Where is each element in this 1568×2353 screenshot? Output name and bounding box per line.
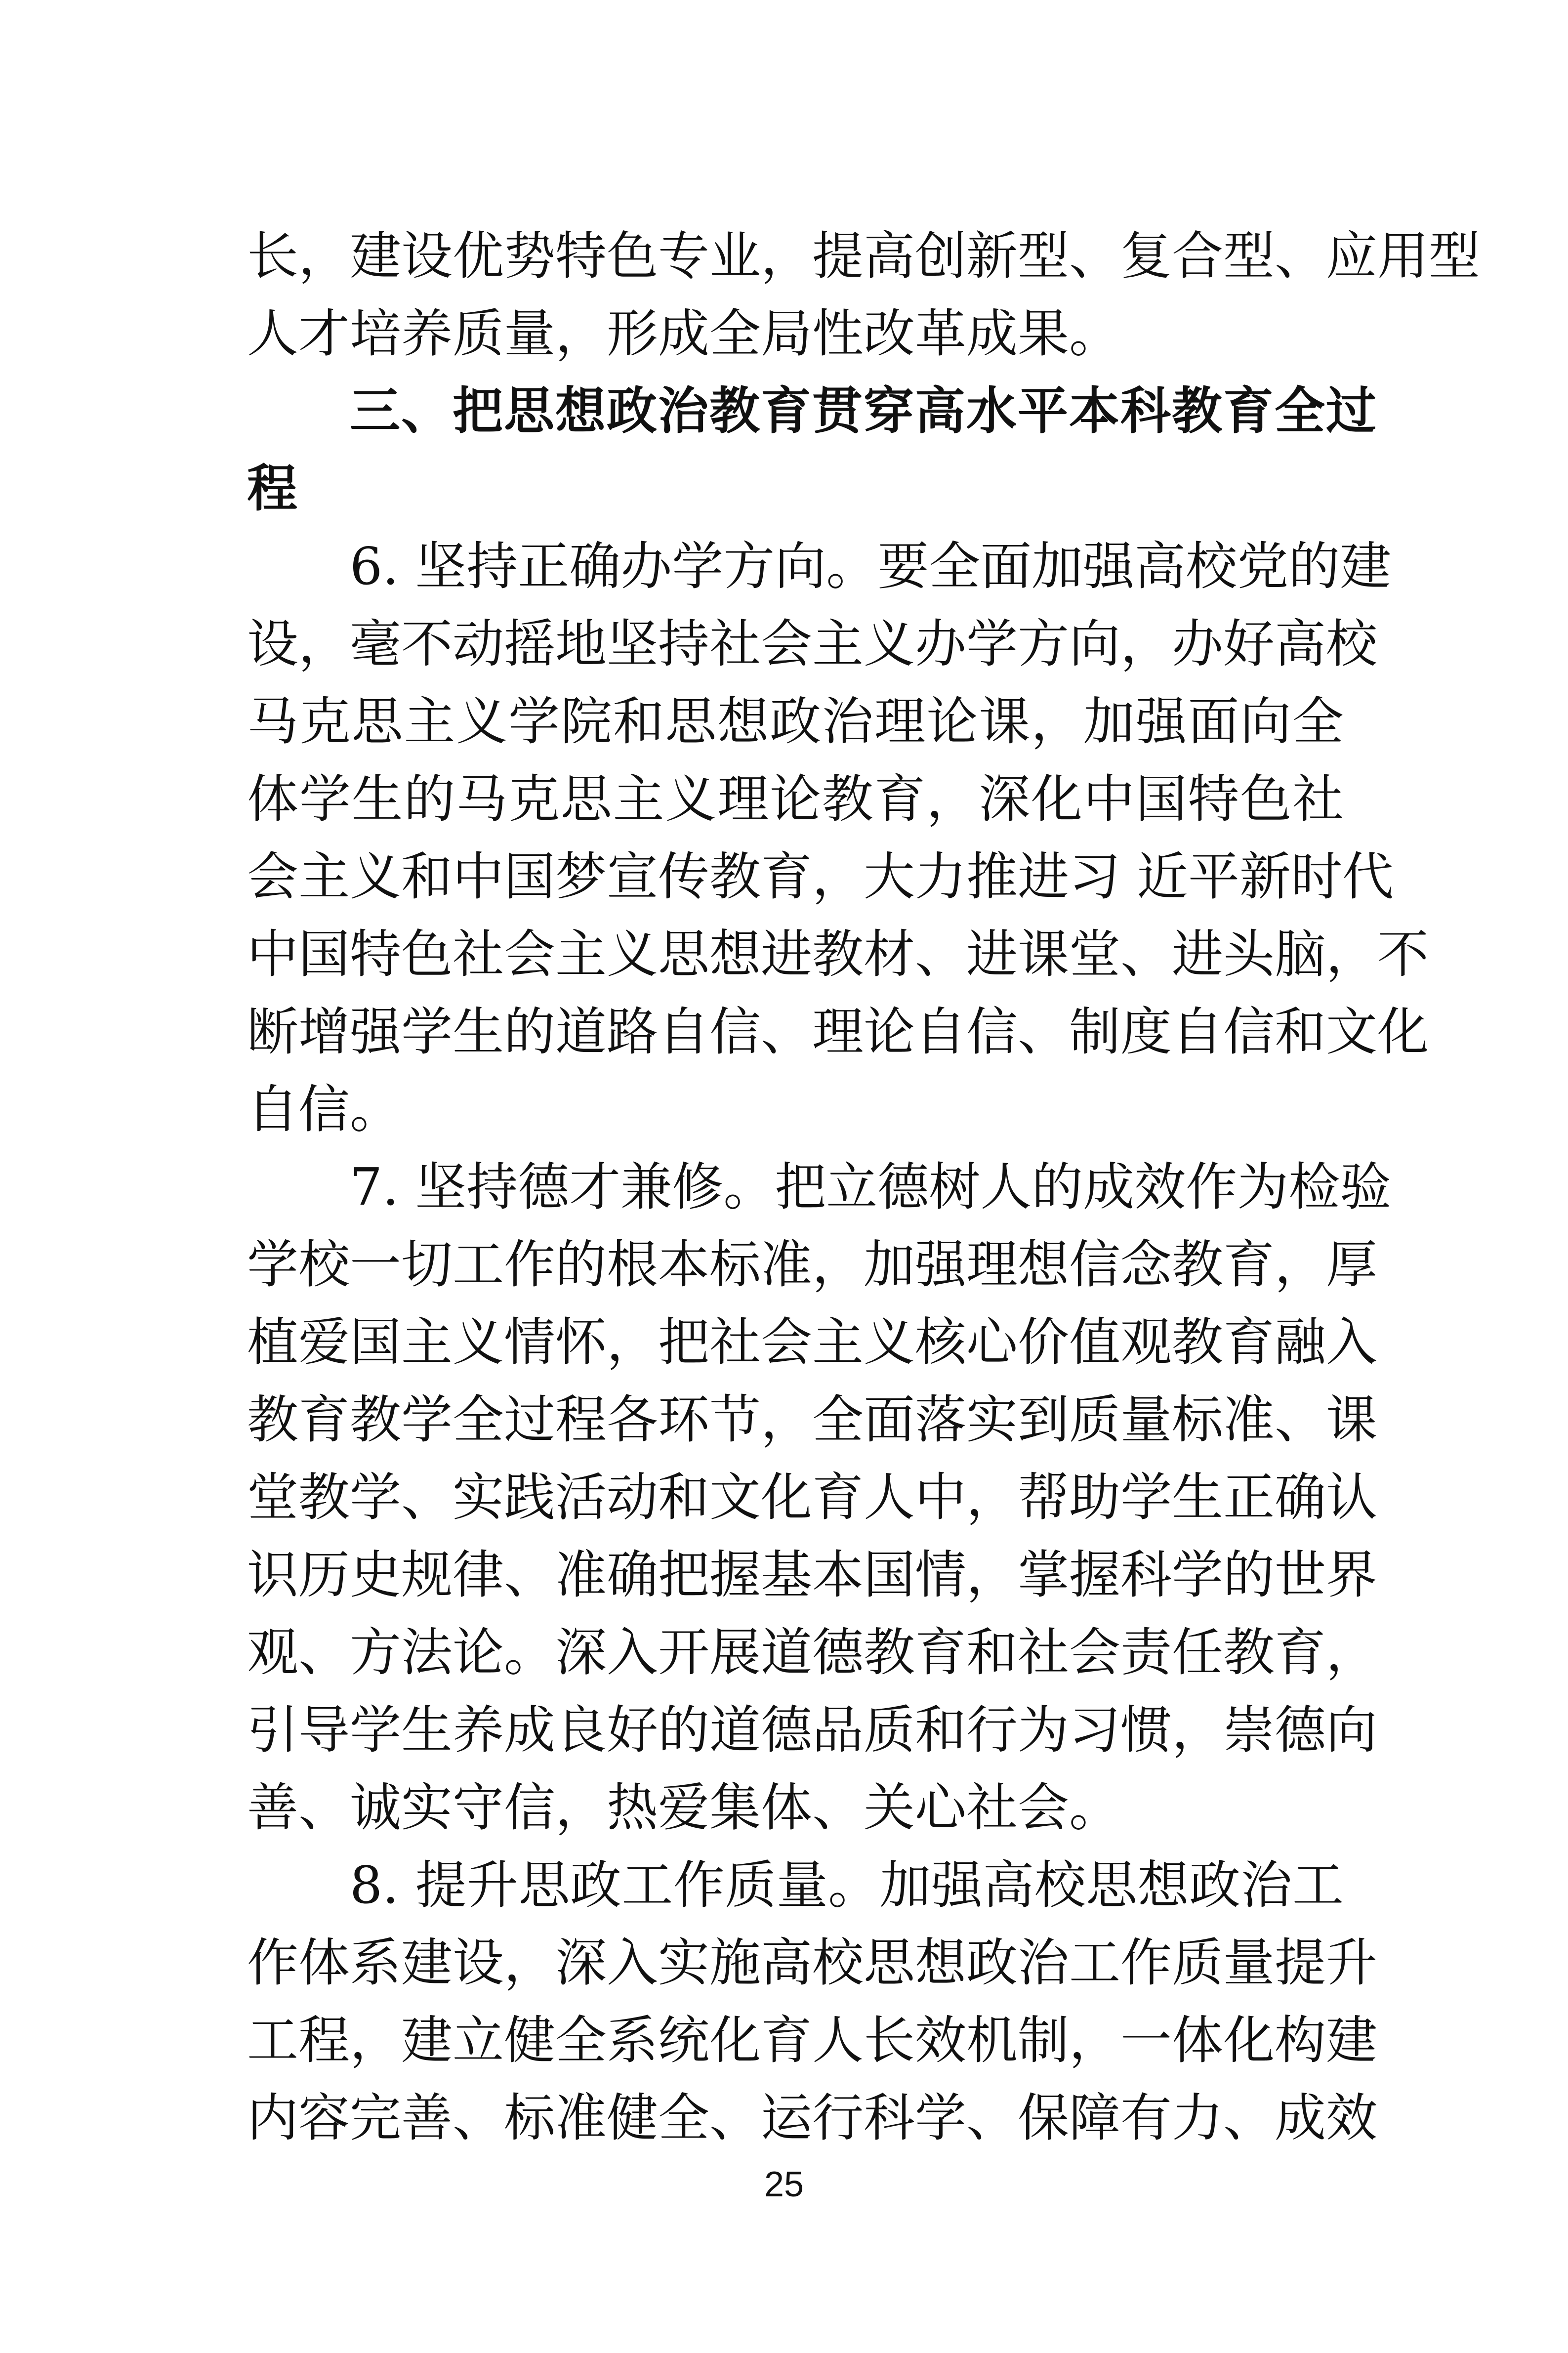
text-line: 识历史规律、准确把握基本国情，掌握科学的世界 bbox=[247, 1545, 1378, 1605]
text-line: 体学生的马克思主义理论教育，深化中国特色社 bbox=[247, 769, 1344, 829]
text-line: 学校一切工作的根本标准，加强理想信念教育，厚 bbox=[247, 1234, 1378, 1295]
heading-line: 三、把思想政治教育贯穿高水平本科教育全过 bbox=[350, 382, 1377, 441]
text-line: 长，建设优势特色专业，提高创新型、复合型、应用型 bbox=[247, 226, 1481, 286]
text-line: 自信。 bbox=[247, 1079, 402, 1139]
paragraph-item-6 bbox=[247, 528, 1429, 1148]
text-line: 观、方法论。深入开展道德教育和社会责任教育， bbox=[247, 1622, 1378, 1682]
text-line: 内容完善、标准健全、运行科学、保障有力、成效 bbox=[247, 2088, 1378, 2148]
text-line: 7. 坚持德才兼修。把立德树人的成效作为检验 bbox=[350, 1157, 1392, 1217]
paragraph-continued bbox=[247, 217, 1481, 373]
paragraph-item-8 bbox=[247, 1847, 1378, 2157]
text-line: 植爱国主义情怀，把社会主义核心价值观教育融入 bbox=[247, 1312, 1378, 1372]
text-line: 人才培养质量，形成全局性改革成果。 bbox=[247, 303, 1121, 364]
paragraph-item-7 bbox=[247, 1148, 1392, 1847]
text-line: 堂教学、实践活动和文化育人中，帮助学生正确认 bbox=[247, 1467, 1378, 1527]
text-line: 6. 坚持正确办学方向。要全面加强高校党的建 bbox=[350, 536, 1392, 596]
text-line: 引导学生养成良好的道德品质和行为习惯，崇德向 bbox=[247, 1700, 1378, 1760]
text-line: 设，毫不动摇地坚持社会主义办学方向，办好高校 bbox=[247, 614, 1378, 674]
text-line: 马克思主义学院和思想政治理论课，加强面向全 bbox=[247, 691, 1344, 752]
text-line: 善、诚实守信，热爱集体、关心社会。 bbox=[247, 1777, 1121, 1838]
text-line: 工程，建立健全系统化育人长效机制，一体化构建 bbox=[247, 2010, 1378, 2070]
text-line: 中国特色社会主义思想进教材、进课堂、进头脑，不 bbox=[247, 924, 1429, 984]
body-text bbox=[247, 217, 1481, 2157]
text-line: 教育教学全过程各环节，全面落实到质量标准、课 bbox=[247, 1389, 1378, 1450]
page-number: 25 bbox=[764, 2165, 804, 2204]
text-line: 断增强学生的道路自信、理论自信、制度自信和文化 bbox=[247, 1002, 1429, 1062]
text-line: 作体系建设，深入实施高校思想政治工作质量提升 bbox=[247, 1933, 1378, 1993]
heading-line: 程 bbox=[247, 460, 298, 518]
section-heading bbox=[247, 373, 1377, 528]
text-line: 会主义和中国梦宣传教育，大力推进习 近平新时代 bbox=[247, 846, 1394, 907]
text-line: 8. 提升思政工作质量。加强高校思想政治工 bbox=[350, 1855, 1344, 1915]
